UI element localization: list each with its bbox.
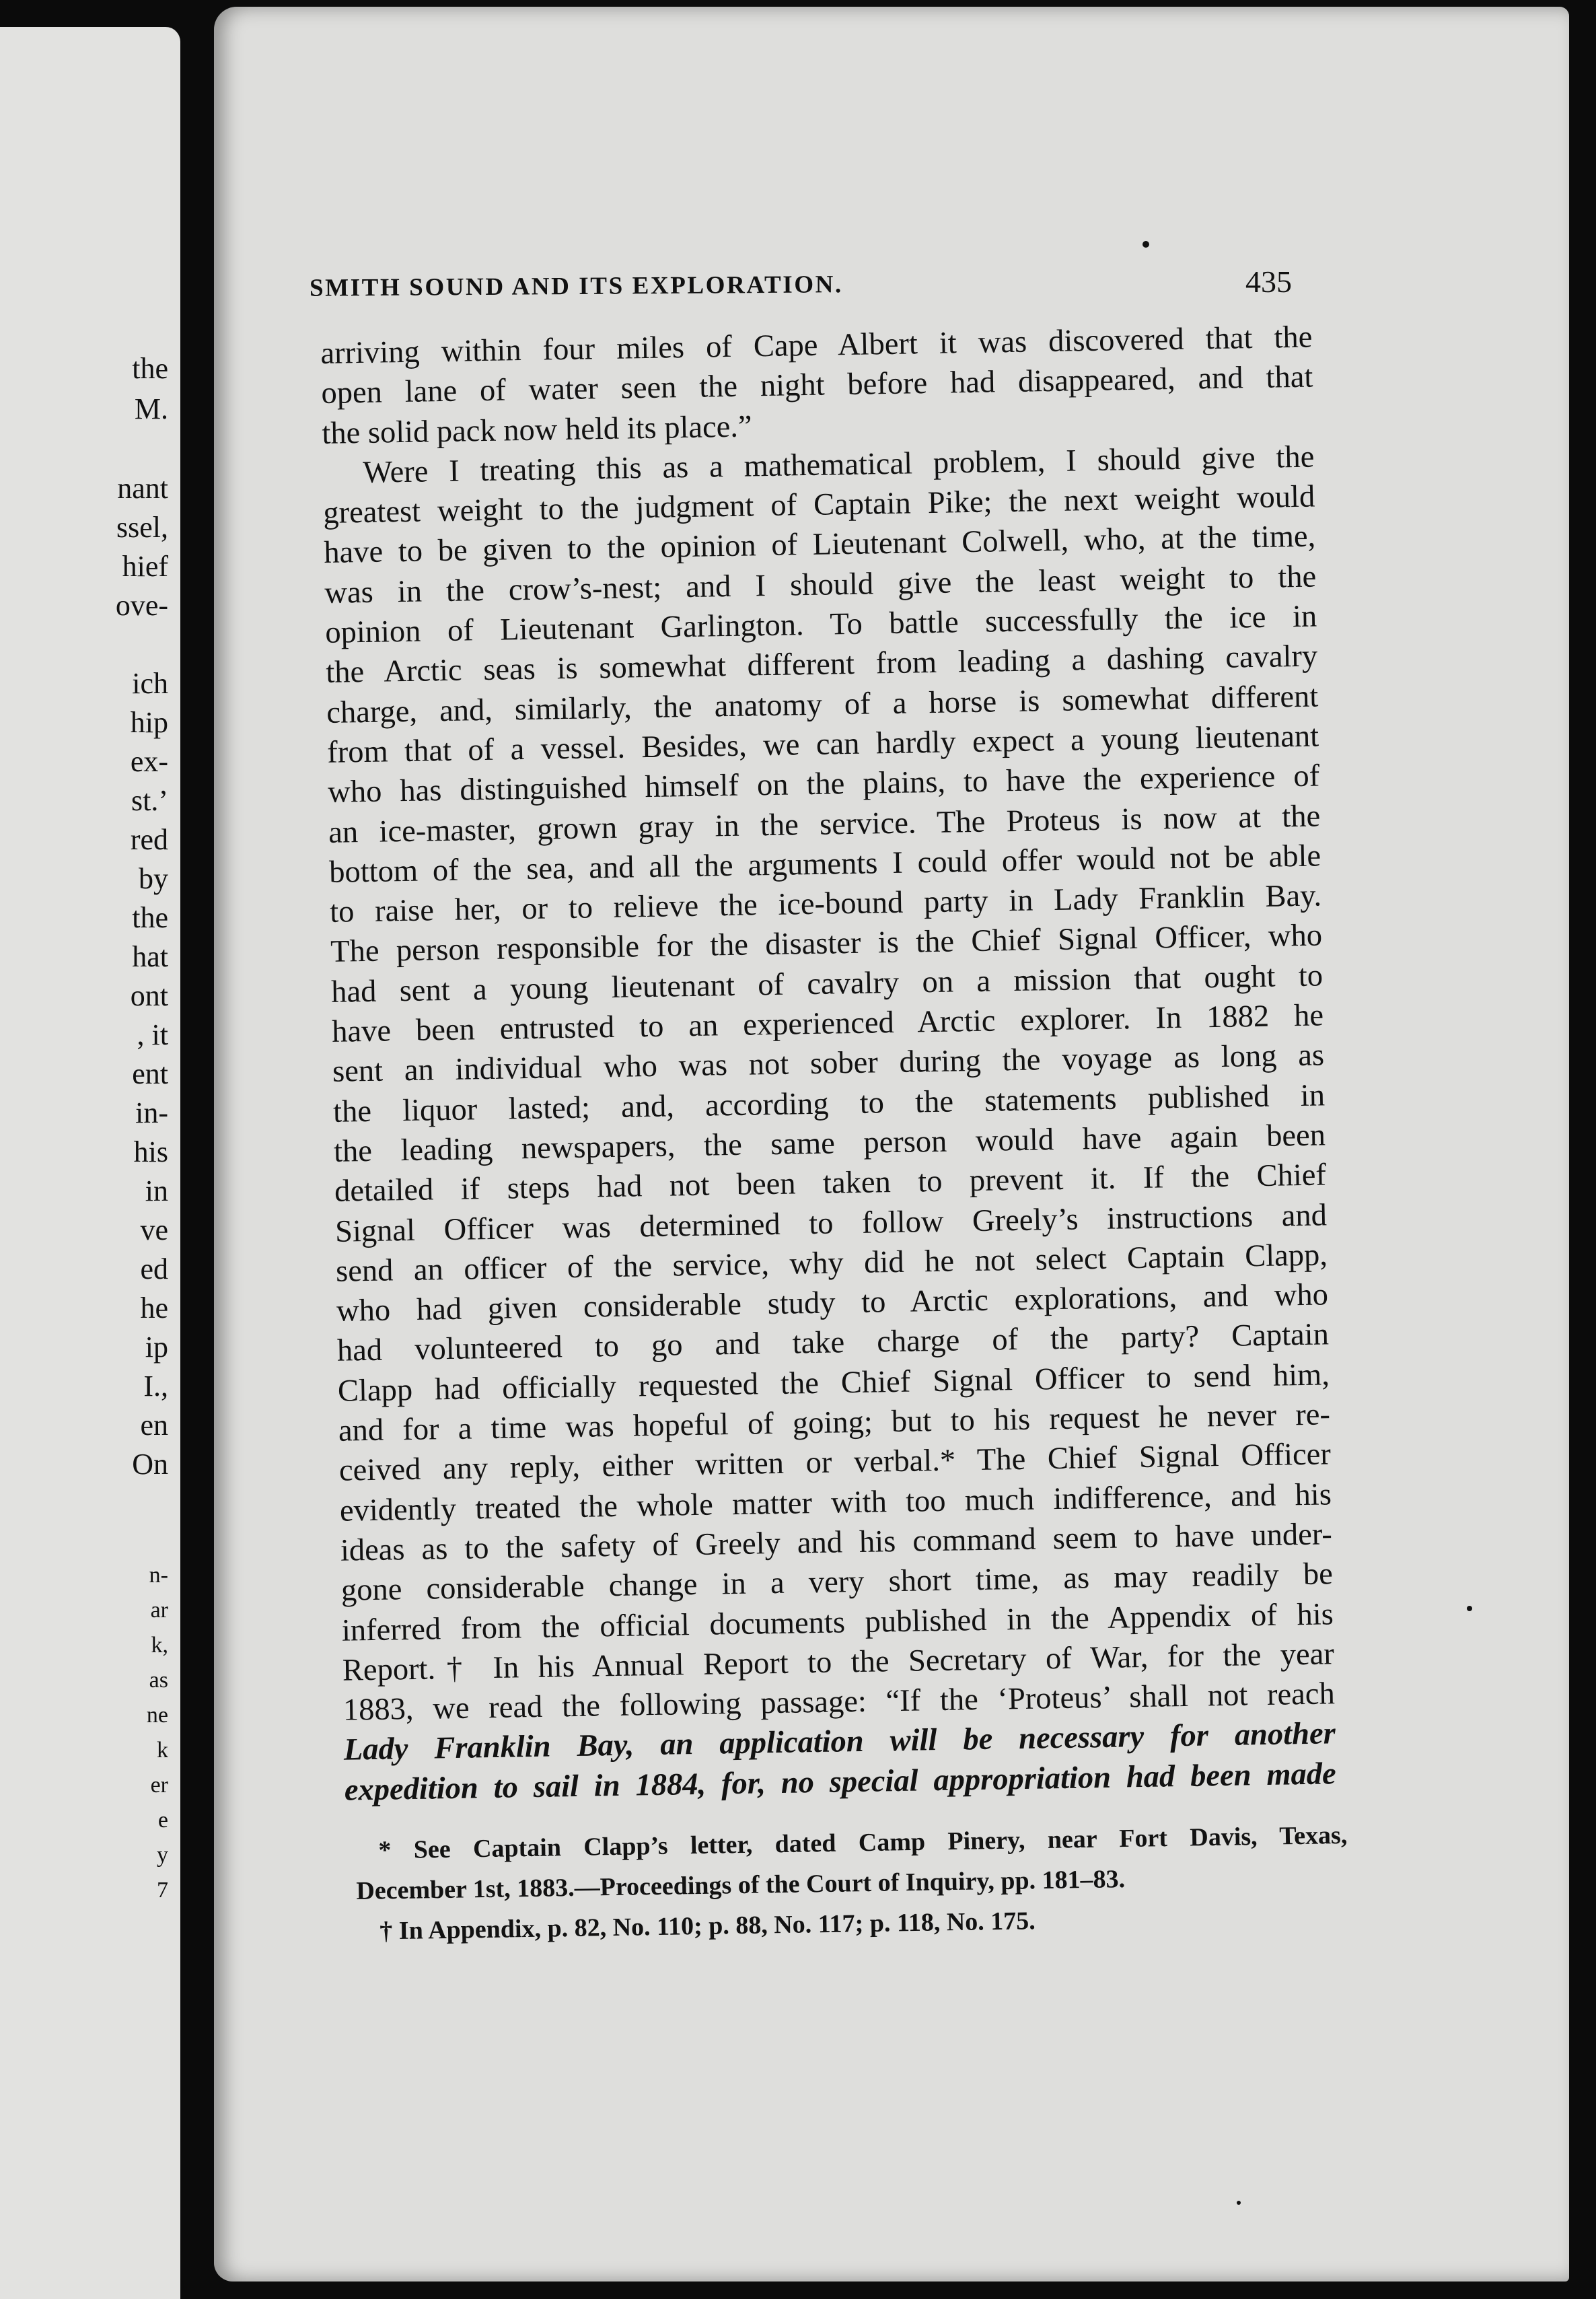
left-fragment: n-	[149, 1563, 168, 1588]
left-fragment: 7	[157, 1878, 168, 1903]
ink-speck	[1467, 1606, 1472, 1611]
text-line: detailed if steps had not been taken to prevent it. If the Chief	[334, 1158, 1327, 1209]
left-fragment: ont	[130, 979, 168, 1012]
text-line: greatest weight to the judgment of Captain Pike; the next weight would	[322, 479, 1315, 531]
text-line: Clapp had officially requested the Chief Signal Officer to send him,	[337, 1357, 1330, 1409]
left-fragment: en	[140, 1409, 168, 1442]
left-fragment: y	[157, 1843, 168, 1868]
text-line: who has distinguished himself on the plains, to have the experience of	[327, 758, 1320, 810]
footnote-line: * See Captain Clapp’s letter, dated Camp Pinery, near Fort Davis, Texas,	[378, 1820, 1348, 1865]
text-line: had volunteered to go and take charge of the party? Captain	[336, 1317, 1330, 1369]
running-head	[309, 264, 1292, 312]
left-fragment: ip	[145, 1331, 168, 1364]
ink-speck	[1237, 2201, 1241, 2205]
left-fragment: , it	[137, 1018, 168, 1051]
text-line: ideas as to the safety of Greely and his command seem to have under-	[340, 1517, 1333, 1568]
left-fragment: ich	[132, 667, 168, 700]
text-line: the leading newspapers, the same person would have again been	[333, 1118, 1326, 1169]
quoted-text-line: Lady Franklin Bay, an application will be necessary for another	[343, 1716, 1336, 1768]
left-fragment: er	[150, 1773, 168, 1798]
left-fragment: ed	[140, 1252, 168, 1285]
text-line: open lane of water seen the night before had disappeared, and that	[321, 359, 1313, 411]
footnote-line: † In Appendix, p. 82, No. 110; p. 88, No. 117; p. 118, No. 175.	[379, 1907, 1036, 1946]
left-fragment: the	[132, 352, 168, 385]
left-fragment: hip	[130, 706, 168, 739]
left-fragment: ex-	[130, 745, 168, 778]
text-line: had sent a young lieutenant of cavalry on a mission that ought to	[330, 958, 1323, 1010]
text-line: send an officer of the service, why did he not select Captain Clapp,	[335, 1238, 1328, 1289]
text-line: inferred from the official documents published in the Appendix of his	[341, 1596, 1334, 1648]
text-line: and for a time was hopeful of going; but to his request he never re-	[338, 1397, 1331, 1448]
left-fragment: nant	[117, 472, 168, 505]
text-line: Report.† In his Annual Report to the Secretary of War, for the year	[342, 1637, 1335, 1688]
left-fragment: hat	[132, 940, 168, 973]
left-fragment: M.	[134, 392, 168, 425]
text-line: have to be given to the opinion of Lieutenant Colwell, who, at the time,	[323, 520, 1316, 571]
text-line: sent an individual who was not sober during the voyage as long as	[332, 1038, 1325, 1090]
left-fragment: ne	[146, 1703, 168, 1728]
left-fragment: ar	[150, 1598, 168, 1623]
text-line: the Arctic seas is somewhat different from leading a dashing cavalry	[325, 639, 1318, 691]
left-fragment: he	[140, 1292, 168, 1324]
left-fragment: k	[157, 1738, 168, 1763]
left-fragment: e	[157, 1808, 168, 1833]
left-fragment: his	[133, 1135, 168, 1168]
left-fragment: I.,	[143, 1370, 168, 1403]
text-line: Signal Officer was determined to follow Greely’s instructions and	[334, 1197, 1328, 1249]
left-fragment: by	[139, 862, 168, 895]
text-line: ceived any reply, either written or verbal.* The Chief Signal Officer	[338, 1437, 1332, 1489]
left-fragment: hief	[122, 550, 168, 583]
left-fragment: On	[132, 1448, 168, 1481]
footnote-line: December 1st, 1883.—Proceedings of the Court of Inquiry, pp. 181–83.	[356, 1865, 1126, 1905]
left-page-edge	[0, 27, 180, 2299]
left-fragment: k,	[151, 1633, 168, 1658]
text-line: opinion of Lieutenant Garlington. To battle successfully the ice in	[324, 599, 1317, 651]
text-line: charge, and, similarly, the anatomy of a horse is somewhat different	[326, 679, 1319, 730]
text-line: was in the crow’s-nest; and I should give the least weight to the	[324, 559, 1317, 610]
body-text	[320, 318, 1336, 1810]
left-fragment: the	[132, 901, 168, 934]
left-fragment: in-	[135, 1096, 168, 1129]
left-fragment: st.’	[131, 784, 168, 817]
left-fragment: in	[145, 1174, 168, 1207]
left-fragment: ssel,	[116, 511, 168, 544]
text-line: bottom of the sea, and all the arguments I could offer would not be able	[328, 839, 1321, 890]
ink-speck	[1142, 241, 1149, 248]
left-fragment: ve	[140, 1213, 168, 1246]
text-line: arriving within four miles of Cape Albert it was discovered that the	[320, 320, 1313, 371]
left-fragment: ove-	[115, 589, 168, 622]
text-line: the solid pack now held its place.”	[322, 409, 752, 451]
text-line: to raise her, or to relieve the ice-bound party in Lady Franklin Bay.	[329, 878, 1322, 930]
text-line: from that of a vessel. Besides, we can hardly expect a young lieutenant	[326, 719, 1319, 770]
left-fragment: as	[149, 1668, 168, 1693]
text-line: evidently treated the whole matter with too much indifference, and his	[339, 1477, 1332, 1528]
text-line: have been entrusted to an experienced Arctic explorer. In 1882 he	[331, 998, 1324, 1049]
text-line: the liquor lasted; and, according to the statements published in	[332, 1078, 1326, 1129]
left-fragment: red	[130, 823, 168, 856]
text-line: 1883, we read the following passage: “If the ‘Proteus’ shall not reach	[342, 1676, 1336, 1728]
text-line: The person responsible for the disaster is the Chief Signal Officer, who	[330, 918, 1323, 970]
footnotes	[355, 1815, 1349, 1952]
left-fragment: ent	[132, 1057, 168, 1090]
text-line: an ice-master, grown gray in the service. The Proteus is now at the	[328, 799, 1321, 850]
text-line: Were I treating this as a mathematical problem, I should give the	[363, 439, 1315, 490]
text-line: gone considerable change in a very short time, as may readily be	[340, 1557, 1334, 1608]
quoted-text-line: expedition to sail in 1884, for, no special appropriation had been made	[344, 1756, 1337, 1808]
text-line: who had given considerable study to Arctic explorations, and who	[336, 1277, 1329, 1329]
running-head-title: SMITH SOUND AND ITS EXPLORATION.	[309, 271, 843, 302]
page-number: 435	[1245, 264, 1292, 299]
